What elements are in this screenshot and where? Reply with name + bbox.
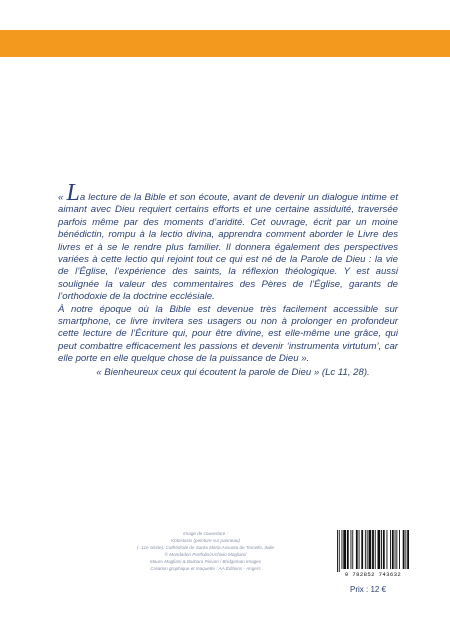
- opening-quote-mark: «: [58, 192, 67, 203]
- barcode-bar: [407, 530, 409, 569]
- barcode-bar: [390, 530, 391, 569]
- barcode-bar: [361, 530, 363, 569]
- paragraph-intro-text: a lecture de la Bible et son écoute, avant de devenir un dialogue intime et aimant avec Dieu requiert certains efforts et une certaine assiduité, traversée parfois même par des moments d’aridité. Cet ouvrage, écrit par un moine bénédictin, rompu à la lectio divina, apprendra comment aborder le Livre des livres et à se le rendre plus familier. Il donnera également des perspectives variées à cette lectio qui rejoint tout ce qui est né de la Parole de Dieu : la vie de l’Église, l’expérience des saints, la réflexion théologique. Y est aussi soulignée la valeur des commentaires des Pères de l’Église, garants de l’orthodoxie de la doctrine ecclésiale.: [58, 192, 398, 303]
- barcode-bar: [396, 530, 397, 569]
- barcode-bar: [347, 530, 349, 569]
- barcode-bar: [359, 530, 360, 569]
- barcode-bar: [405, 530, 406, 569]
- credit-line: (- 11e siècle), Cathédrale de Santa Maria Assunta de Torcello, Italie: [136, 545, 275, 550]
- barcode-bar: [375, 530, 376, 569]
- back-cover-text: [58, 180, 398, 379]
- credit-line: Mauro Magliani & Barbara Piovan / Bridgeman Images: [149, 559, 262, 564]
- barcode-bar: [392, 530, 394, 569]
- cover-credits: [118, 530, 293, 572]
- orange-top-band: [0, 30, 450, 57]
- barcode-bar: [381, 530, 382, 569]
- barcode-bar: [356, 530, 358, 569]
- barcode-bar: [351, 530, 352, 569]
- barcode-bar: [383, 530, 385, 569]
- credit-line: © Mondadori Portfolio/Archivio Magliani/: [164, 552, 247, 557]
- barcode-bar: [343, 530, 346, 569]
- barcode-graphic: [335, 530, 411, 572]
- paragraph-smartphone: À notre époque où la Bible est devenue très facilement accessible sur smartphone, ce livre invitera ses usagers ou non à prolonger en profondeur cette lecture de l’Écriture qui, pour être divine, est elle-même une grâce, qui peut combattre efficacement les passions et devenir ‘instrumenta virtutum’, car elle porte en elle quelque chose de la puissance de Dieu ».: [58, 303, 398, 365]
- barcode-bar: [342, 530, 343, 569]
- barcode-bar: [372, 530, 374, 569]
- barcode-bar: [367, 530, 368, 569]
- isbn-number: 9 782852 743632: [344, 571, 402, 578]
- barcode-bar: [337, 530, 338, 572]
- barcode-bar: [387, 530, 388, 569]
- paragraph-intro: [58, 180, 398, 304]
- barcode-bar: [399, 530, 400, 569]
- barcode-bar: [365, 530, 366, 569]
- barcode-bar: [369, 530, 372, 569]
- bible-quote: « Bienheureux ceux qui écoutent la parole de Dieu » (Lc 11, 28).: [96, 366, 370, 378]
- credit-line: Image de couverture :: [183, 531, 228, 536]
- barcode-bar: [403, 530, 405, 569]
- dropcap-letter: L: [66, 180, 80, 206]
- barcode-bar: [352, 530, 353, 569]
- price-label: Prix : 12 €: [350, 585, 387, 594]
- barcode-bar: [395, 530, 396, 569]
- barcode-bar: [339, 530, 340, 572]
- credit-line: Kotostasis (peinture sur panneau): [171, 538, 240, 543]
- barcode-bar: [378, 530, 381, 569]
- credit-line: Création graphique et maquette : AA Éditions - Angers: [150, 566, 261, 571]
